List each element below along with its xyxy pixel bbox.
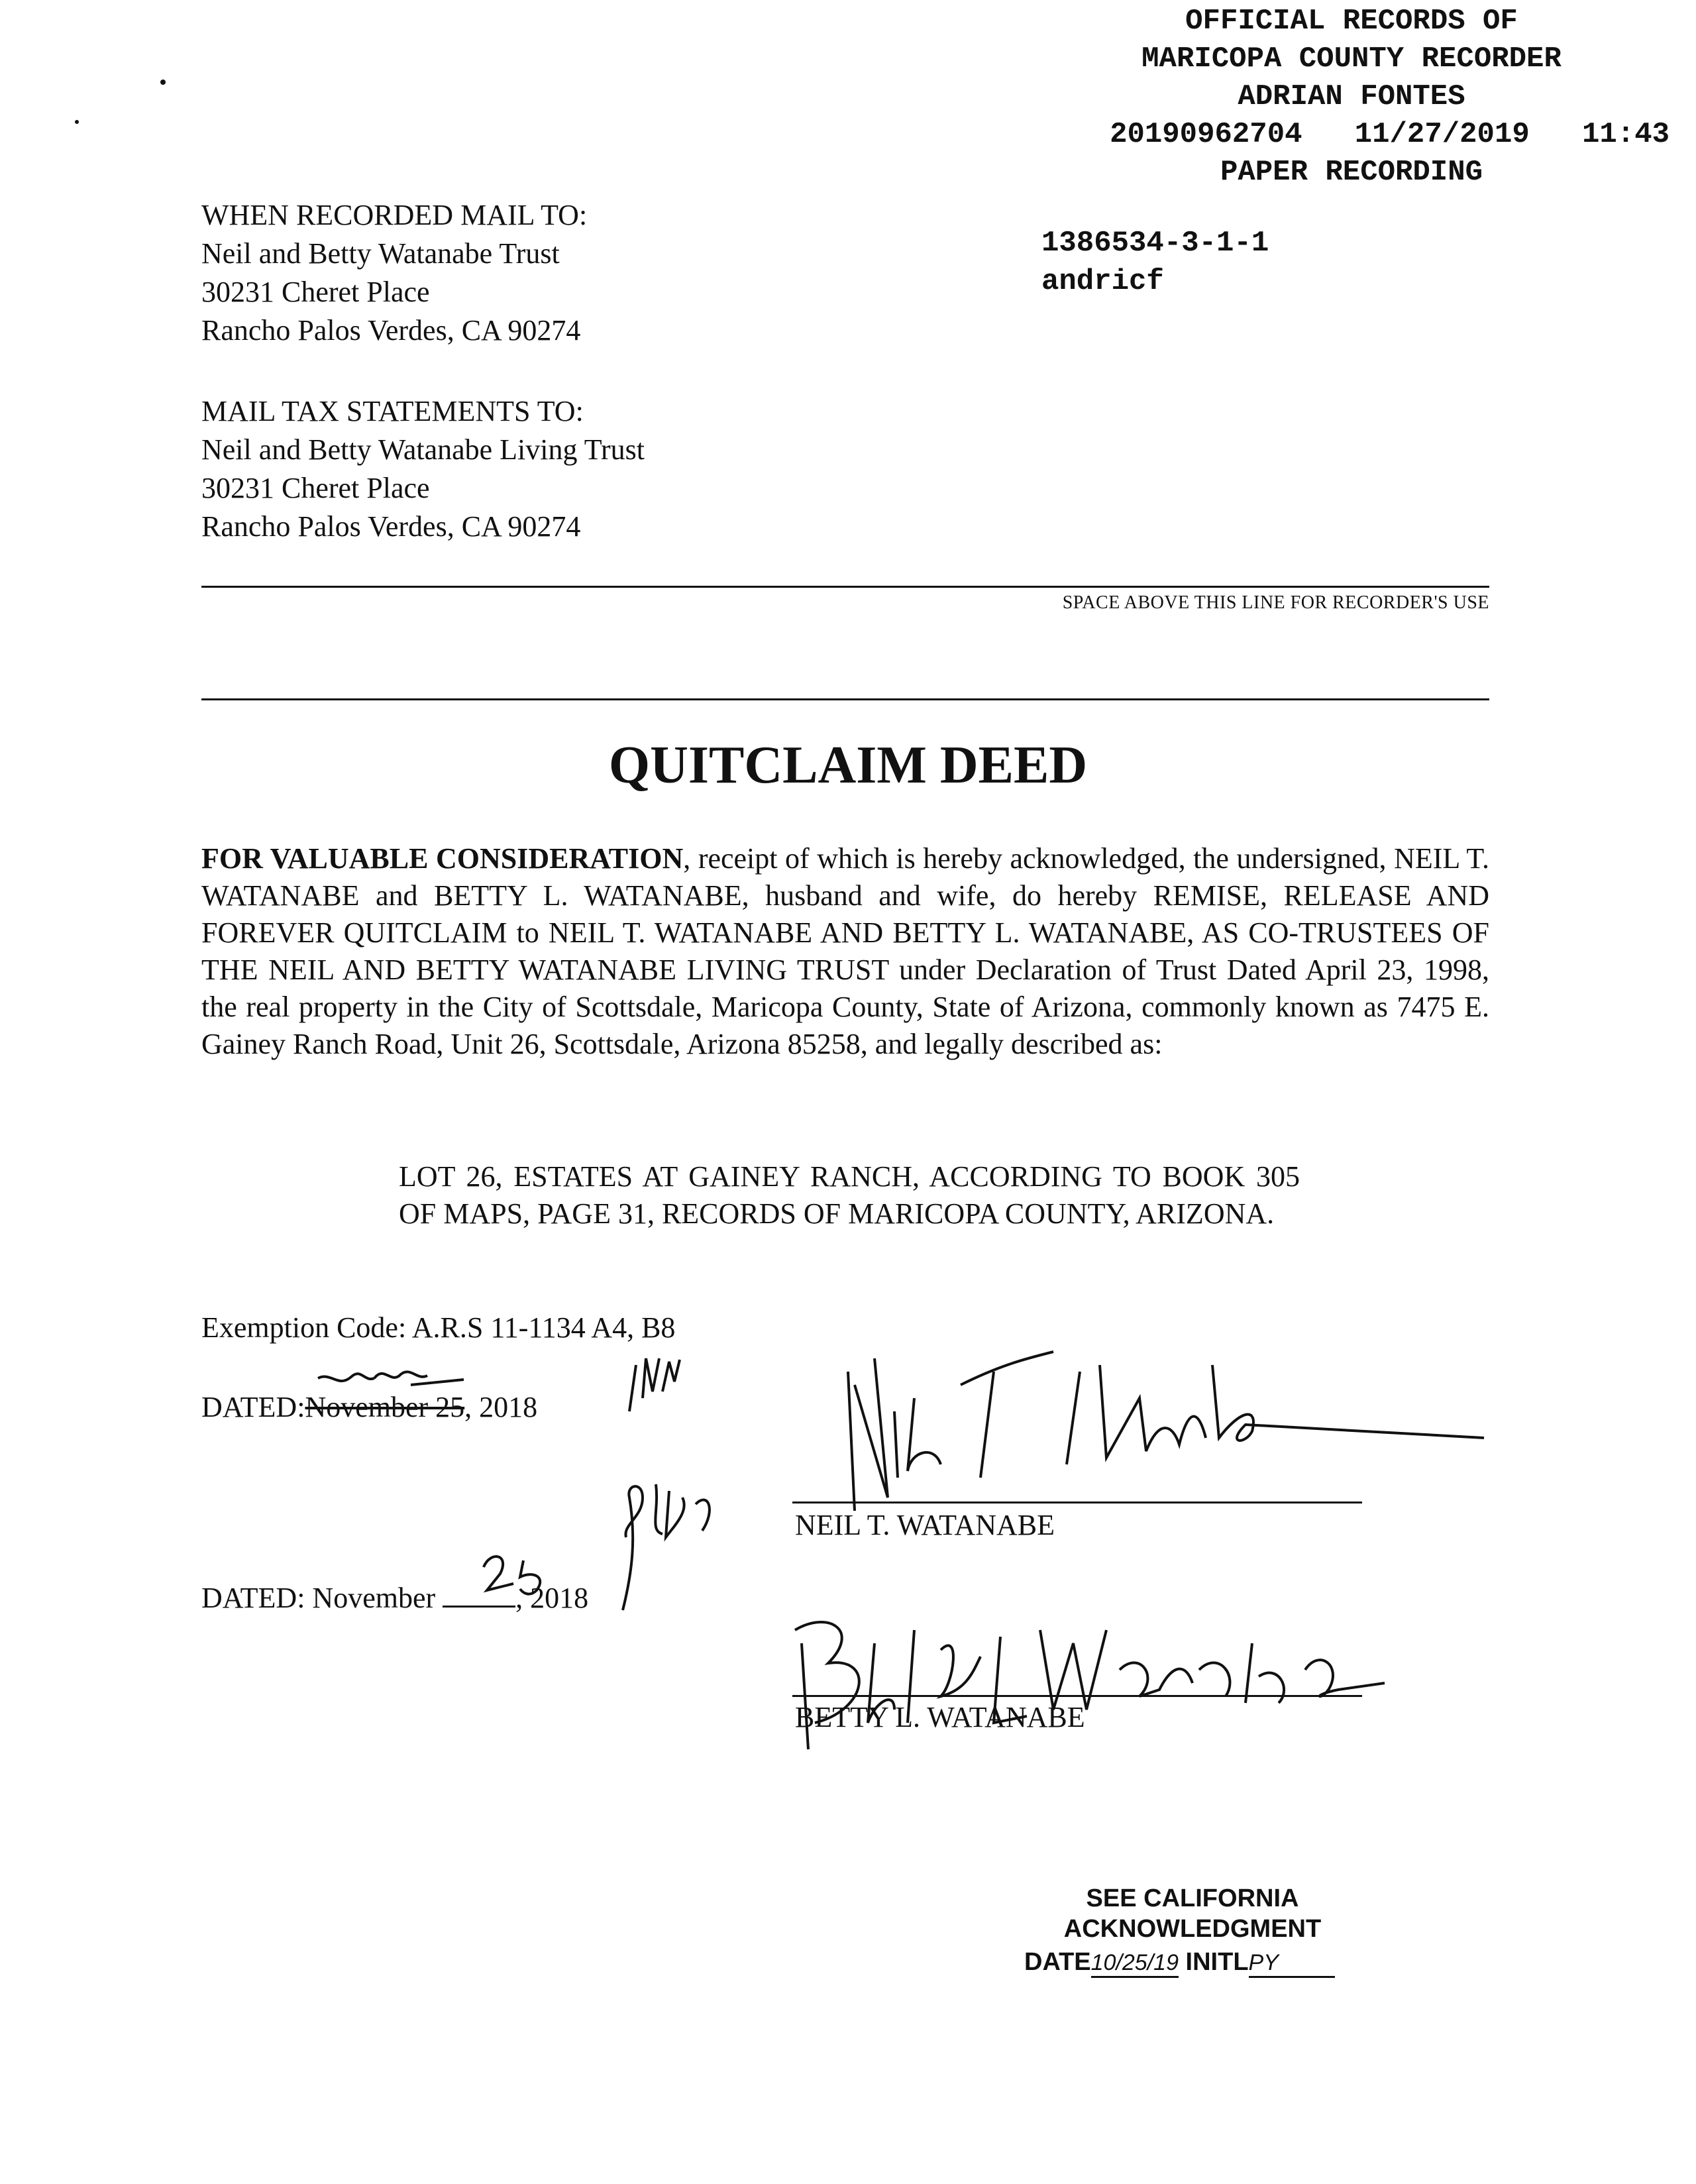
mail-to-city: Rancho Palos Verdes, CA 90274 xyxy=(201,314,581,347)
stamp-line-4: 20190962704 11/27/2019 11:43 xyxy=(1110,118,1670,151)
signer-name-neil: NEIL T. WATANABE xyxy=(795,1509,1055,1541)
stamp-line-2: MARICOPA COUNTY RECORDER xyxy=(1141,42,1562,76)
recorder-use-divider xyxy=(201,586,1489,588)
mail-to-heading: WHEN RECORDED MAIL TO: xyxy=(201,199,588,231)
stamp-line-3: ADRIAN FONTES xyxy=(1238,80,1465,113)
handwritten-correction-jan xyxy=(311,1352,484,1398)
dated-1-label: DATED: xyxy=(201,1391,305,1423)
stamp-line-5: PAPER RECORDING xyxy=(1220,156,1483,189)
signer-name-betty: BETTY L. WATANABE xyxy=(795,1701,1085,1733)
title-divider xyxy=(201,698,1489,700)
legal-description: LOT 26, ESTATES AT GAINEY RANCH, ACCORDING TO BOOK 305 OF MAPS, PAGE 31, RECORDS OF MARICOPA COUNTY, ARIZONA. xyxy=(399,1160,1300,1230)
ack-line-1: SEE CALIFORNIA xyxy=(1086,1884,1299,1912)
doc-id: 1386534-3-1-1 xyxy=(1041,227,1269,260)
mail-to-name: Neil and Betty Watanabe Trust xyxy=(201,237,560,270)
recorder-use-note: SPACE ABOVE THIS LINE FOR RECORDER'S USE xyxy=(1062,592,1489,613)
tax-city: Rancho Palos Verdes, CA 90274 xyxy=(201,510,581,543)
handwritten-initials-btw xyxy=(596,1471,729,1617)
handwritten-day-25 xyxy=(477,1544,556,1604)
ack-date-value: 10/25/19 xyxy=(1091,1950,1179,1978)
ack-date-label: DATE xyxy=(1024,1948,1091,1976)
body-text: , receipt of which is hereby acknowledged, the undersigned, NEIL T. WATANABE and BETTY L. WATANABE, husband and wife, do hereby REMISE, RELEASE AND FOREVER QUITCLAIM to NEIL T. WATANABE AND BETTY L. WATANABE, AS CO-TRUSTEES OF THE NEIL AND BETTY WATANABE LIVING TRUST under Declaration of Trust Dated April 23, 1998, the real property in the City of Scottsdale, Maricopa County, State of Arizona, commonly known as 7475 E. Gainey Ranch Road, Unit 26, Scottsdale, Arizona 85258, and legally described as: xyxy=(201,842,1489,1060)
tax-statements-block xyxy=(201,392,645,546)
deed-title: QUITCLAIM DEED xyxy=(608,736,1088,794)
ack-initials-label: INITL xyxy=(1185,1948,1249,1976)
ack-line-2: ACKNOWLEDGMENT xyxy=(1063,1915,1322,1943)
stamp-line-1: OFFICIAL RECORDS OF xyxy=(1185,5,1518,38)
body-lead: FOR VALUABLE CONSIDERATION xyxy=(201,842,684,875)
mail-to-block xyxy=(201,196,587,350)
signature-line-neil xyxy=(792,1502,1362,1503)
signature-line-betty xyxy=(792,1695,1362,1697)
clerk-id: andricf xyxy=(1041,265,1164,298)
ack-date-row xyxy=(1024,1948,1335,1978)
doc-number-block xyxy=(1041,224,1269,301)
dated-1-struck-date: November 25 xyxy=(305,1391,465,1423)
dated-2-label: DATED: November xyxy=(201,1582,443,1614)
handwritten-initials-ntw xyxy=(623,1352,689,1418)
ack-initials-value: PY xyxy=(1249,1950,1335,1978)
tax-street: 30231 Cheret Place xyxy=(201,472,430,504)
scan-speck xyxy=(159,78,172,91)
exemption-code: Exemption Code: A.R.S 11-1134 A4, B8 xyxy=(201,1311,676,1344)
dated-1-year: , 2018 xyxy=(464,1391,538,1423)
recorder-stamp xyxy=(1034,3,1670,191)
tax-name: Neil and Betty Watanabe Living Trust xyxy=(201,433,645,466)
scan-speck xyxy=(73,118,86,131)
signature-betty xyxy=(788,1590,1398,1763)
tax-heading: MAIL TAX STATEMENTS TO: xyxy=(201,395,584,427)
deed-body-paragraph xyxy=(201,840,1489,1063)
mail-to-street: 30231 Cheret Place xyxy=(201,276,430,308)
dated-2-year: , 2018 xyxy=(515,1582,589,1614)
acknowledgment-stamp xyxy=(1014,1883,1371,1944)
